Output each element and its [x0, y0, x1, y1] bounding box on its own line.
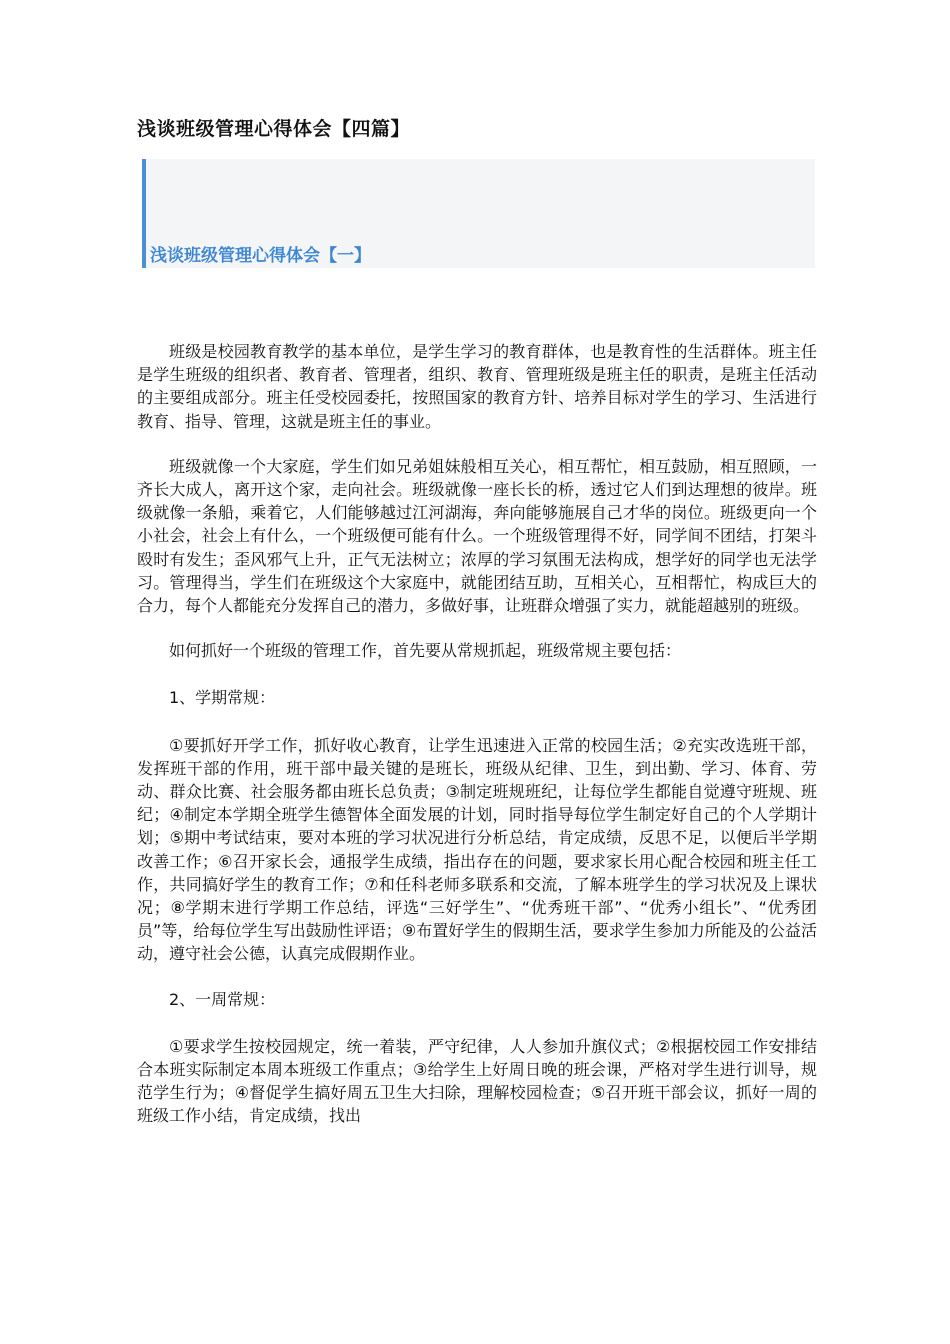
paragraph-routine-intro: 如何抓好一个班级的管理工作，首先要从常规抓起，班级常规主要包括： [169, 641, 682, 661]
paragraph-intro: 班级是校园教育教学的基本单位，是学生学习的教育群体，也是教育性的生活群体。班主任是学生班级的组织者、教育者、管理者，组织、教育、管理班级是班主任的职责，是班主任活动的主要组成部分。班主任受校园委托，按照国家的教育方针、培养目标对学生的学习、生活进行教育、指导、管理，这就是班主任的事业。 [137, 342, 817, 431]
paragraph-semester-routine: ①要抓好开学工作，抓好收心教育，让学生迅速进入正常的校园生活；②充实改选班干部，发挥班干部的作用，班干部中最关键的是班长，班级从纪律、卫生，到出勤、学习、体育、劳动、群众比赛、社会服务都由班长总负责；③制定班规班纪，让每位学生都能自觉遵守班规、班纪；④制定本学期全班学生德智体全面发展的计划，同时指导每位学生制定好自己的个人学期计划；⑤期中考试结束，要对本班的学习状况进行分析总结，肯定成绩，反思不足，以便后半学期改善工作；⑥召开家长会，通报学生成绩，指出存在的问题，要求家长用心配合校园和班主任工作，共同搞好学生的教育工作；⑦和任科老师多联系和交流，了解本班学生的学习状况及上课状况；⑧学期末进行学期工作总结，评选“三好学生”、“优秀班干部”、“优秀小组长”、“优秀团员”等，给每位学生写出鼓励性评语；⑨布置好学生的假期生活，要求学生参加力所能及的公益活动，遵守社会公德，认真完成假期作业。 [137, 735, 817, 964]
paragraph-weekly-routine: ①要求学生按校园规定，统一着装，严守纪律，人人参加升旗仪式；②根据校园工作安排结合本班实际制定本周本班级工作重点；③给学生上好周日晚的班会课，严格对学生进行训导，规范学生行为；④督促学生搞好周五卫生大扫除，理解校园检查；⑤召开班干部会议，抓好一周的班级工作小结，肯定成绩，找出 [137, 1036, 817, 1126]
document-title: 浅谈班级管理心得体会【四篇】 [137, 118, 411, 140]
section-heading-box [142, 159, 815, 268]
paragraph-weekly-heading: 2、一周常规： [169, 989, 276, 1009]
paragraph-class-family: 班级就像一个大家庭，学生们如兄弟姐妹般相互关心，相互帮忙，相互鼓励，相互照顾，一齐长大成人，离开这个家，走向社会。班级就像一座长长的桥，透过它人们到达理想的彼岸。班级就像一条船，乘着它，人们能够越过江河湖海，奔向能够施展自己才华的岗位。班级更向一个小社会，社会上有什么，一个班级便可能有什么。一个班级管理得不好，同学间不团结，打架斗殴时有发生；歪风邪气上升，正气无法树立；浓厚的学习氛围无法构成，想学好的同学也无法学习。管理得当，学生们在班级这个大家庭中，就能团结互助，互相关心，互相帮忙，构成巨大的合力，每个人都能充分发挥自己的潜力，多做好事，让班群众增强了实力，就能超越别的班级。 [137, 456, 817, 616]
section-heading: 浅谈班级管理心得体会【一】 [150, 246, 371, 266]
paragraph-semester-heading: 1、学期常规： [169, 688, 276, 708]
document-body [137, 340, 817, 1150]
